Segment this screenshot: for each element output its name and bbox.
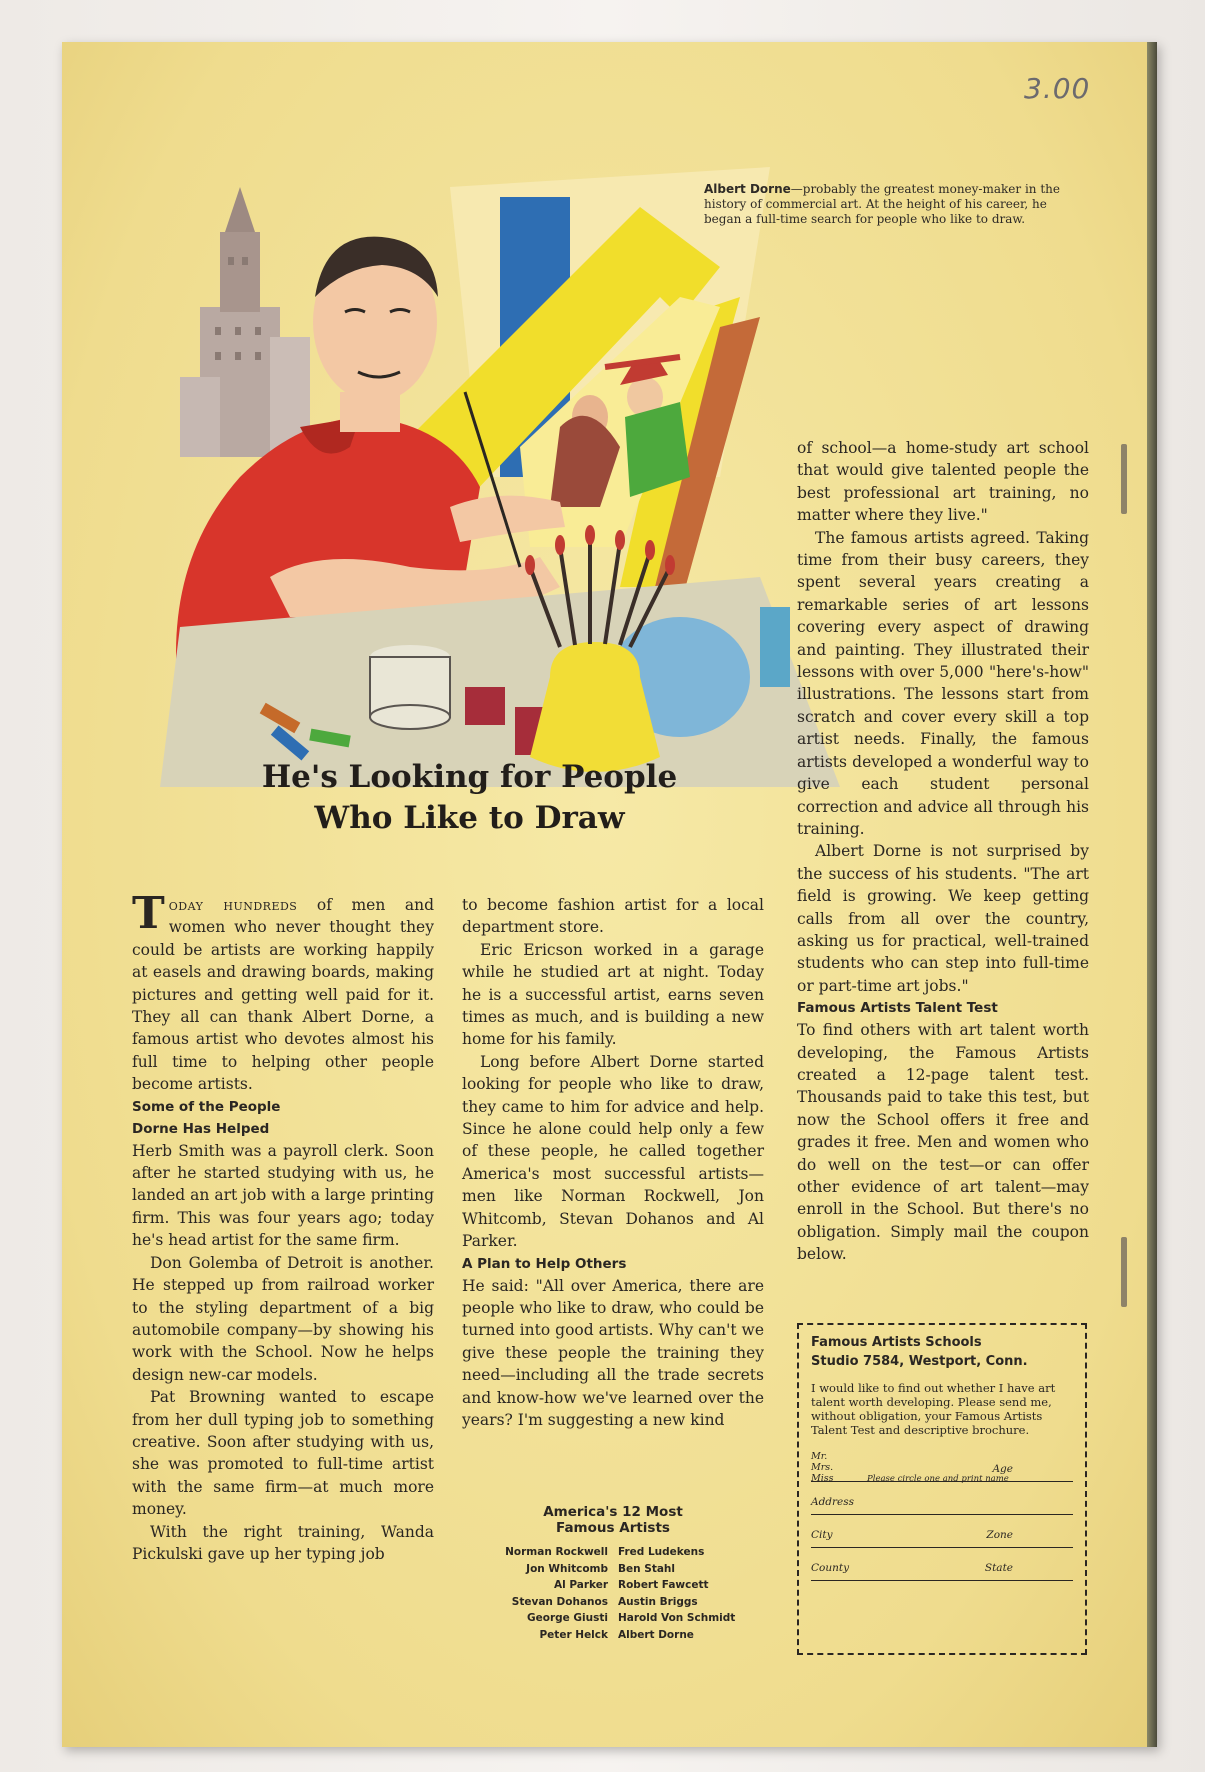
famous-artists-list <box>462 1504 764 1643</box>
comic-back-cover <box>62 42 1157 1747</box>
paragraph: Herb Smith was a payroll clerk. Soon after he started studying with us, he landed an art job with a large printing firm. This was four years ago; today he's head artist for the same firm. <box>132 1141 434 1250</box>
artist-name: Peter Helck <box>539 1628 608 1641</box>
drop-cap: T <box>132 888 165 939</box>
address-field[interactable] <box>811 1496 1073 1515</box>
subheading: Famous Artists Talent Test <box>797 1000 998 1017</box>
article-column-3 <box>797 437 1089 1266</box>
paragraph: Eric Ericson worked in a garage while he studied art at night. Today he is a successful artist, earns seven times as much, and is building a new home for his family. <box>462 940 764 1049</box>
subheading-line: Dorne Has Helped <box>132 1120 270 1137</box>
coupon-address: Studio 7584, Westport, Conn. <box>811 1354 1028 1369</box>
subheading <box>132 1096 434 1140</box>
illustration-caption <box>704 182 1084 227</box>
staple <box>1121 444 1127 514</box>
paragraph: to become fashion artist for a local department store. <box>462 896 764 937</box>
paragraph: He said: "All over America, there are people who like to draw, who could be turned into good artists. Why can't we give these people the training they need—including all the trade secrets and know-how we've learned over the years? I'm suggesting a new kind <box>462 1276 764 1429</box>
name-label: Mr. Mrs. Miss <box>811 1451 834 1484</box>
state-label: State <box>984 1562 1013 1574</box>
artists-title-line: America's 12 Most <box>543 1504 683 1520</box>
paragraph: Long before Albert Dorne started looking for people who like to draw, they came to him for advice and help. Since he alone could help only a few of these people, he called together America's most successful artists—men like Norman Rockwell, Jon Whitcomb, Stevan Dohanos and Al Parker. <box>462 1052 764 1251</box>
coupon-school-name: Famous Artists Schools <box>811 1335 982 1350</box>
artist-name: George Giusti <box>527 1612 608 1624</box>
name-field[interactable] <box>811 1451 1073 1482</box>
headline <box>182 757 757 839</box>
city-skyline-illustration <box>180 187 310 457</box>
staple <box>1121 1237 1127 1307</box>
artist-name: Robert Fawcett <box>618 1579 709 1591</box>
artists-title-line: Famous Artists <box>556 1520 670 1536</box>
paragraph: With the right training, Wanda Pickulski gave up her typing job <box>132 1522 434 1563</box>
paragraph-text: of men and women who never thought they could be artists are working happily at easels and drawing boards, making pictures and getting well paid for it. They all can thank Albert Dorne, a famous artist who devotes almost his full time to helping other people become artists. <box>132 896 435 1094</box>
name-hint: Please circle one and print name <box>867 1474 1009 1484</box>
city-field[interactable] <box>811 1529 1073 1548</box>
caption-name: Albert Dorne <box>704 182 791 196</box>
paragraph: Don Golemba of Detroit is another. He stepped up from railroad worker to the styling department of a big automobile company—by showing his work with the School. Now he helps design new-car models. <box>132 1253 434 1384</box>
paragraph: Albert Dorne is not surprised by the success of his students. "The art field is growing. We keep getting calls from all over the country, asking us for practical, well-trained students who can step into full-time or part-time art jobs." <box>797 842 1089 995</box>
artist-name: Harold Von Schmidt <box>618 1612 736 1624</box>
subheading: A Plan to Help Others <box>462 1255 627 1272</box>
paragraph <box>132 888 435 1096</box>
coupon-body: I would like to find out whether I have art talent worth developing. Please send me, without obligation, your Famous Artists Talent Test and descriptive brochure. <box>811 1381 1056 1437</box>
coupon-header <box>811 1333 1073 1371</box>
headline-line1: He's Looking for People <box>261 759 678 795</box>
subheading-line: Some of the People <box>132 1098 281 1115</box>
handwritten-price: 3.00 <box>1024 72 1091 105</box>
paragraph: The famous artists agreed. Taking time from their busy careers, they spent several years creating a remarkable series of art lessons covering every aspect of drawing and painting. They illustrated their lessons with over 5,000 "here's-how" illustrations. The lessons start from scratch and cover every skill a top artist needs. Finally, the famous artists developed a wonderful way to give each student personal correction and advice all through his training. <box>797 528 1089 838</box>
paragraph: To find others with art talent worth developing, the Famous Artists created a 12-page talent test. Thousands paid to take this test, but now the School offers it free and grades it free. Men and women who do well on the test—or can offer other evidence of art talent—may enroll in the School. But there's no obligation. Simply mail the coupon below. <box>797 1021 1089 1264</box>
artist-name: Ben Stahl <box>618 1562 675 1575</box>
headline-line2: Who Like to Draw <box>314 800 625 836</box>
zone-label: Zone <box>986 1529 1013 1541</box>
artists-grid <box>462 1544 764 1643</box>
article-column-2 <box>462 894 764 1431</box>
artist-illustration <box>120 147 840 787</box>
artist-name: Austin Briggs <box>618 1595 698 1608</box>
artist-name: Stevan Dohanos <box>511 1595 608 1608</box>
address-label: Address <box>811 1496 855 1508</box>
spine <box>1147 42 1157 1747</box>
county-field[interactable] <box>811 1562 1073 1581</box>
artist-name: Jon Whitcomb <box>526 1562 608 1575</box>
article-column-1 <box>132 888 435 1565</box>
paragraph: Pat Browning wanted to escape from her dull typing job to something creative. Soon after studying with us, she was promoted to full-time artist with the same firm—at much more money. <box>132 1388 434 1519</box>
artist-name: Fred Ludekens <box>618 1546 705 1558</box>
lead-smallcaps: oday hundreds <box>168 896 298 914</box>
artist-name: Albert Dorne <box>618 1628 694 1641</box>
age-label: Age <box>992 1463 1013 1475</box>
county-label: County <box>811 1562 850 1574</box>
caption-text: —probably the greatest money-maker in the history of commercial art. At the height of his career, he began a full-time search for people who like to draw. <box>704 182 1060 226</box>
artists-list-title <box>462 1504 764 1536</box>
mail-coupon <box>797 1323 1087 1655</box>
city-label: City <box>811 1529 833 1541</box>
paragraph: of school—a home-study art school that would give talented people the best professional art training, no matter where they live." <box>797 439 1089 525</box>
artist-name: Al Parker <box>553 1579 608 1591</box>
artist-name: Norman Rockwell <box>505 1546 608 1558</box>
